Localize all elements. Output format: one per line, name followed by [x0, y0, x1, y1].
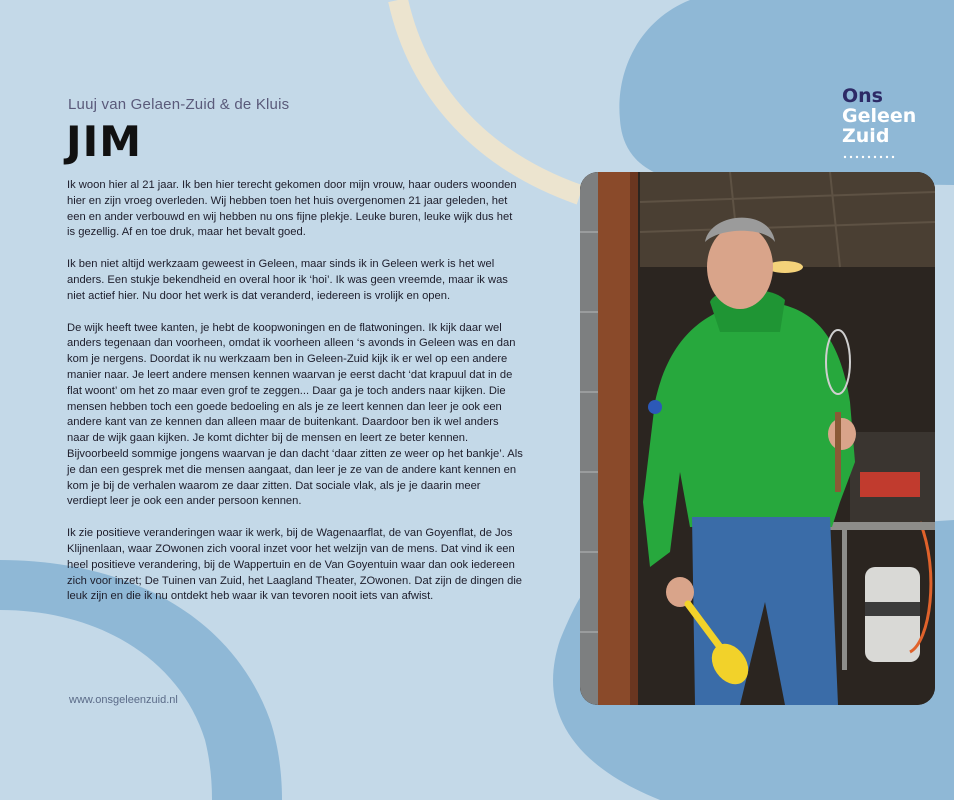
portrait-photo	[580, 172, 935, 705]
website-link[interactable]: www.onsgeleenzuid.nl	[69, 694, 178, 706]
logo	[842, 86, 916, 146]
logo-line-2: Geleen	[842, 105, 917, 127]
paragraph: Ik woon hier al 21 jaar. Ik ben hier terecht gekomen door mijn vrouw, haar ouders woonden hier en zijn vroeg overleden. Wij hebben toen het huis overgenomen 21 jaar geleden, het een en ander verbouwd en wij hebben nu ons fijne plekje. Leuke buren, leuke wijk dus het is gezellig. Af en toe druk, maar het bevalt goed.	[67, 179, 517, 239]
article-body	[67, 178, 523, 621]
paragraph: De wijk heeft twee kanten, je hebt de koopwoningen en de flatwoningen. Ik kijk daar wel anders tegenaan dan voorheen, omdat ik voorheen alleen ‘s avonds in Geleen was en dan kom je nergens. Doordat ik nu werkzaam ben in Geleen-Zuid kijk ik er wel op een andere manier naar. Je leert andere mensen kennen waarvan je eerst dacht ‘dat krapuul dat in de flat woont’ om het zo maar even grof te zeggen... Daar ga je toch anders naar kijken. Die mensen hebben toch een goede bedoeling en als je ze leert kennen dan leer je ook een andere kant van ze kennen dan alleen maar de buitenkant. Daardoor ben ik wel anders naar de wijk gaan kijken. Je komt dichter bij de mensen en leert ze beter kennen. Bijvoorbeeld sommige jongens waarvan je dan dacht ‘daar zitten ze weer op het bankje’. Als je dan een gesprek met die mensen aangaat, dan leer je ze van de andere kant kennen en kom je bij de verhalen waarom ze daar zitten. Dat sociale vlak, als je je daarin meer verdiept leer je ook een ander persoon kennen.	[67, 321, 523, 508]
page-title: JIM	[66, 117, 143, 166]
logo-line-3: Zuid	[842, 125, 890, 147]
subtitle: Luuj van Gelaen-Zuid & de Kluis	[68, 96, 290, 113]
paragraph: Ik zie positieve veranderingen waar ik werk, bij de Wagenaarflat, de van Goyenflat, de Jos Klijnenlaan, waar ZOwonen zich vooral inzet voor het welzijn van de mens. Dat vind ik een heel positieve verandering, bij de Wappertuin en de Van Goyentuin waar dan ook iedereen zich voor inzet; De Tuinen van Zuid, het Laagland Theater, ZOwonen. Dat zijn de dingen die leuk zijn en die ik nu ontdekt heb waar ik van tevoren nooit iets van afwist.	[67, 527, 523, 603]
logo-line-1: Ons	[842, 85, 883, 107]
paragraph: Ik ben niet altijd werkzaam geweest in Geleen, maar sinds ik in Geleen werk is het wel anders. Een stukje bekendheid en overal hoor ik ‘hoi’. Ik was geen vreemde, maar ik was niet actief hier. Nu door het werk is dat veranderd, iedereen is vrolijk en open.	[67, 258, 508, 302]
cream-arc	[398, 0, 580, 195]
logo-dots	[843, 155, 895, 159]
